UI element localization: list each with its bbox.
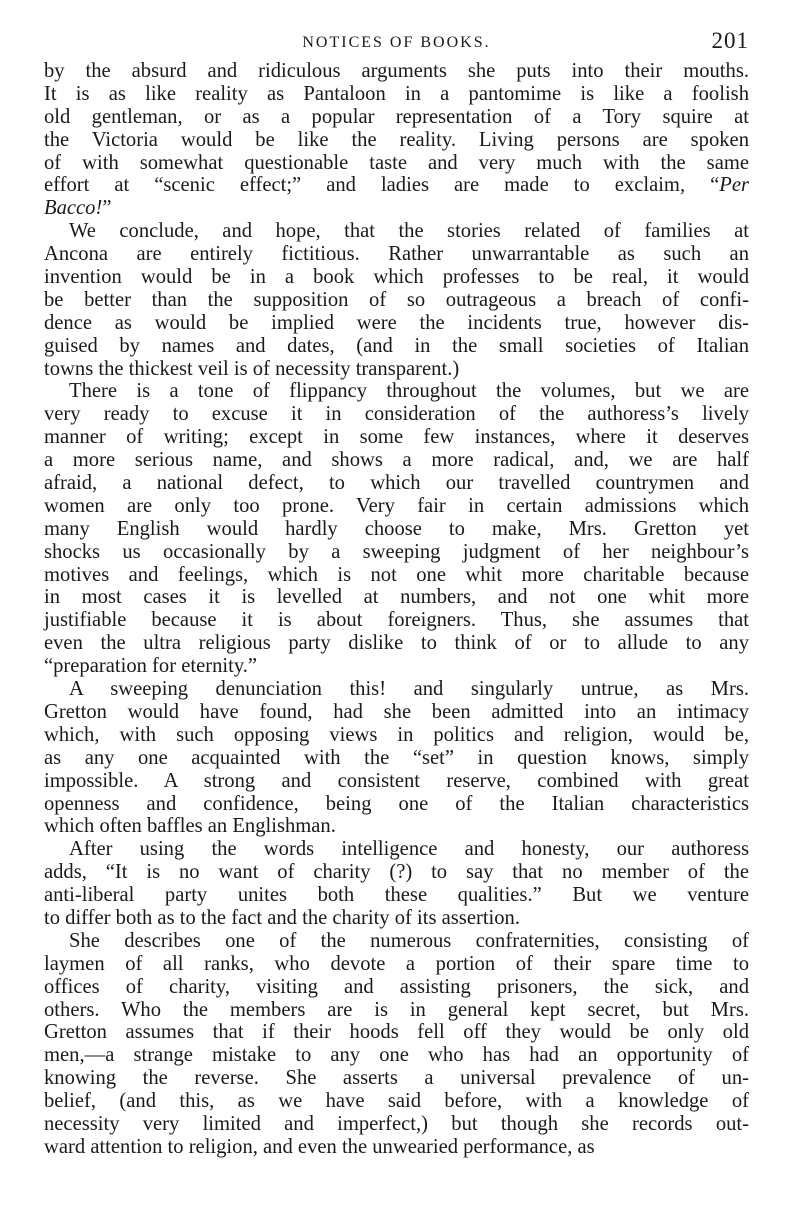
text-line: ward attention to religion, and even the unwearied performance, as	[44, 1135, 595, 1158]
italic-phrase: Bacco!	[44, 197, 103, 220]
text-line: guised by names and dates, (and in the small societies of Italian	[44, 334, 749, 357]
text-line: anti-liberal party unites both these qualities.” But we venture	[44, 884, 749, 907]
text-line: She describes one of the numerous confraternities, consisting of	[69, 929, 749, 952]
text-line: be better than the supposition of so outrageous a breach of confi-	[44, 288, 749, 311]
text-line: After using the words intelligence and honesty, our authoress	[69, 838, 749, 861]
italic-phrase: Per	[719, 174, 749, 197]
paragraph	[44, 678, 749, 838]
text-line: others. Who the members are is in general kept secret, but Mrs.	[44, 998, 749, 1021]
text-line: towns the thickest veil is of necessity transparent.)	[44, 357, 460, 380]
page-number: 201	[711, 28, 749, 53]
text-line: adds, “It is no want of charity (?) to say that no member of the	[44, 861, 749, 884]
text-line: dence as would be implied were the incidents true, however dis-	[44, 311, 749, 334]
text-line: justifiable because it is about foreigners. Thus, she assumes that	[44, 609, 749, 632]
text-line: in most cases it is levelled at numbers, and not one whit more	[44, 586, 749, 609]
paragraph	[44, 838, 749, 930]
paragraph	[44, 60, 749, 220]
running-header	[44, 26, 749, 60]
text-line: afraid, a national defect, to which our travelled countrymen and	[44, 472, 749, 495]
text-line: shocks us occasionally by a sweeping judgment of her neighbour’s	[44, 540, 749, 563]
paragraph	[44, 220, 749, 380]
text-line: to differ both as to the fact and the charity of its assertion.	[44, 906, 520, 929]
text-line: Gretton would have found, had she been admitted into an intimacy	[44, 700, 749, 723]
text-line: of with somewhat questionable taste and very much with the same	[44, 151, 749, 174]
text-line: manner of writing; except in some few instances, where it deserves	[44, 426, 749, 449]
text-line: even the ultra religious party dislike to think of or to allude to any	[44, 632, 749, 655]
text-line: very ready to excuse it in consideration of the authoress’s lively	[44, 403, 749, 426]
text-line: many English would hardly choose to make, Mrs. Gretton yet	[44, 517, 749, 540]
text-line: Ancona are entirely fictitious. Rather unwarrantable as such an	[44, 243, 749, 266]
text-line: Gretton assumes that if their hoods fell off they would be only old	[44, 1021, 749, 1044]
text-line: offices of charity, visiting and assisting prisoners, the sick, and	[44, 975, 749, 998]
text-line: by the absurd and ridiculous arguments she puts into their mouths.	[44, 60, 749, 82]
text-line: men,—a strange mistake to any one who has had an opportunity of	[44, 1044, 749, 1067]
paragraph	[44, 380, 749, 678]
text-line: openness and confidence, being one of the Italian characteristics	[44, 792, 749, 815]
text-line: the Victoria would be like the reality. Living persons are spoken	[44, 128, 749, 151]
text-line: necessity very limited and imperfect,) but though she records out-	[44, 1112, 749, 1135]
text-line: effort at “scenic effect;” and ladies are made to exclaim, “Per	[44, 174, 749, 197]
text-line: laymen of all ranks, who devote a portion of their spare time to	[44, 952, 749, 975]
text-line: “preparation for eternity.”	[44, 655, 258, 678]
text-line: as any one acquainted with the “set” in question knows, simply	[44, 746, 749, 769]
text-line: women are only too prone. Very fair in certain admissions which	[44, 494, 749, 517]
text-line: There is a tone of flippancy throughout the volumes, but we are	[69, 380, 749, 403]
text-line: impossible. A strong and consistent reserve, combined with great	[44, 769, 749, 792]
text-line: A sweeping denunciation this! and singularly untrue, as Mrs.	[69, 678, 749, 701]
text-line: a more serious name, and shows a more radical, and, we are half	[44, 449, 749, 472]
text-line: We conclude, and hope, that the stories related of families at	[69, 220, 749, 243]
text-line: old gentleman, or as a popular representation of a Tory squire at	[44, 105, 749, 128]
body-text	[44, 60, 749, 1159]
running-title: NOTICES OF BOOKS.	[302, 34, 491, 51]
text-line: It is as like reality as Pantaloon in a pantomime is like a foolish	[44, 82, 749, 105]
paragraph	[44, 930, 749, 1159]
text-line: belief, (and this, as we have said before, with a knowledge of	[44, 1090, 749, 1113]
text-line: knowing the reverse. She asserts a universal prevalence of un-	[44, 1067, 749, 1090]
text-line: Bacco!”	[44, 197, 112, 220]
book-page	[44, 26, 749, 1159]
text-line: which, with such opposing views in politics and religion, would be,	[44, 723, 749, 746]
text-line: which often baffles an Englishman.	[44, 815, 336, 838]
text-line: invention would be in a book which professes to be real, it would	[44, 266, 749, 289]
text-line: motives and feelings, which is not one whit more charitable because	[44, 563, 749, 586]
